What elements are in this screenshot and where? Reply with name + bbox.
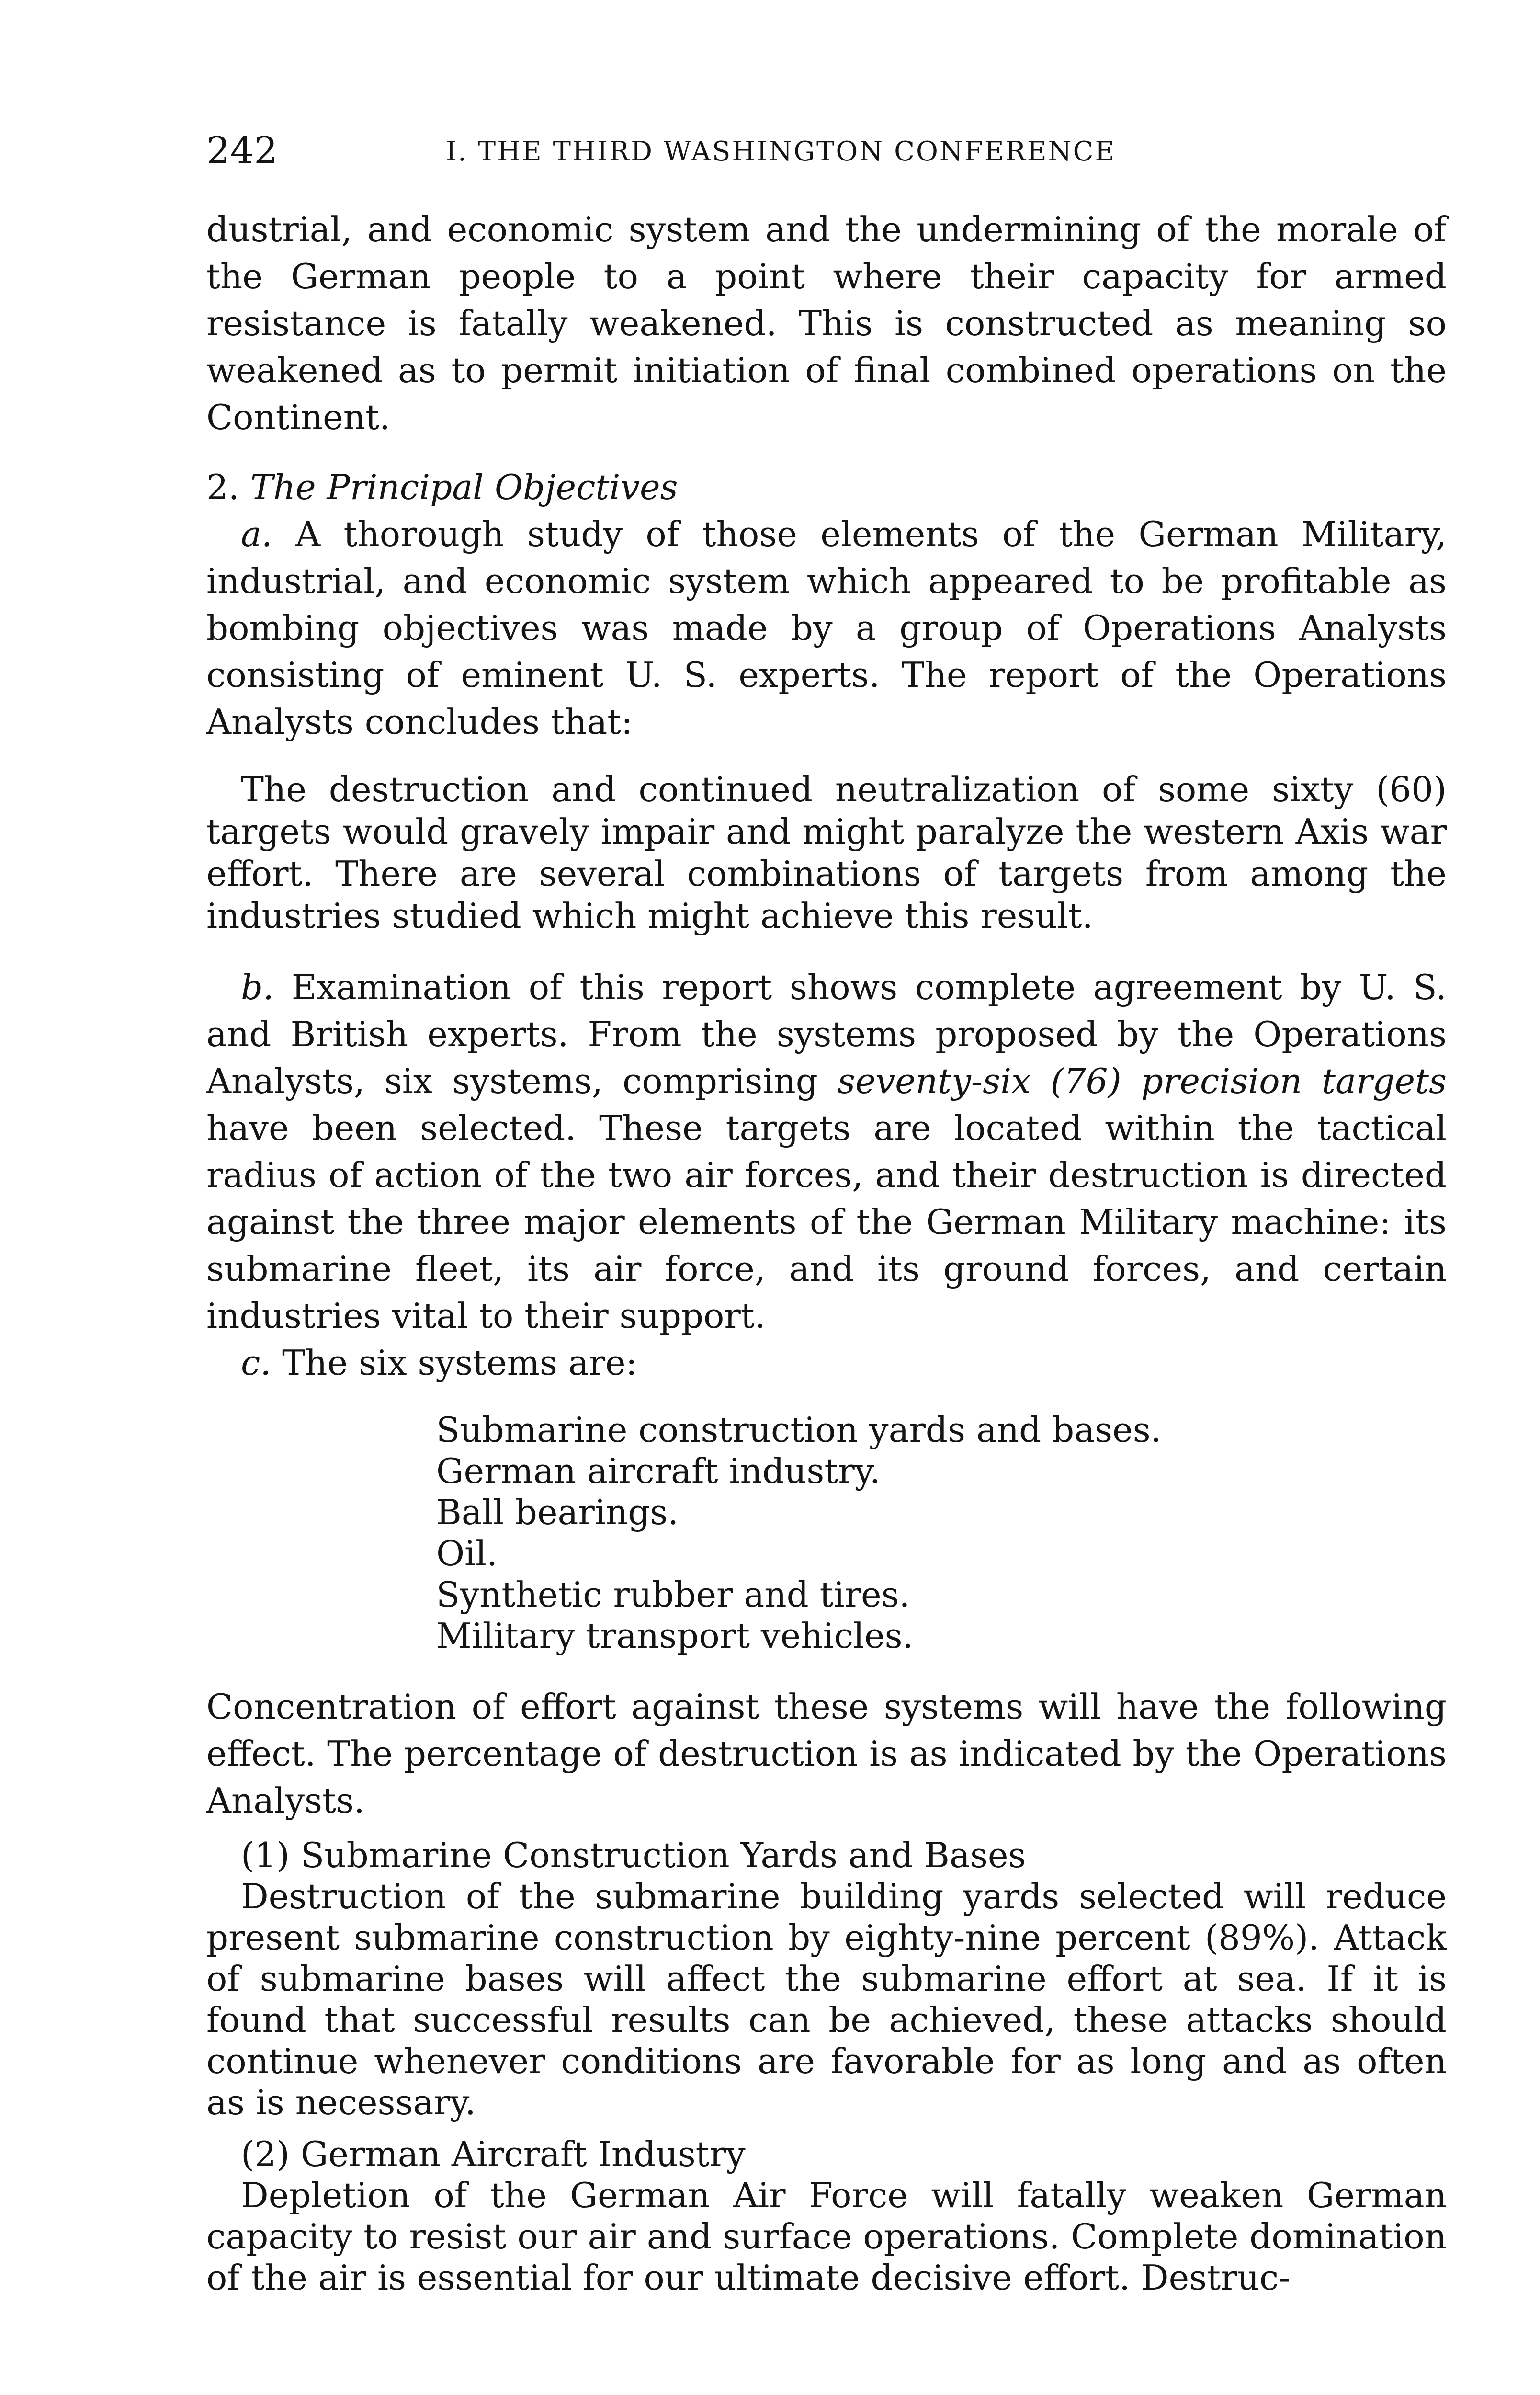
paragraph-c-marker: c. [241, 1343, 272, 1383]
paragraph-a-text: A thorough study of those elements of the German Military, industrial, and economic system which appeared to be profitable as bombing objectives was made by a group of Operations Analysts consisting of eminent U. S. experts. The report of the Operations Analysts concludes that: [206, 514, 1447, 742]
paragraph-c [206, 1339, 1447, 1386]
list-item: German aircraft industry. [436, 1451, 881, 1491]
list-item: Oil. [436, 1533, 498, 1574]
list-item: Ball bearings. [436, 1492, 679, 1532]
page-header [206, 129, 1447, 182]
paragraph-c-text: The six systems are: [282, 1343, 637, 1383]
subsection-1-heading: (1) Submarine Construction Yards and Bases [241, 1835, 1026, 1875]
paragraph-b-italic: seventy-six (76) precision targets [838, 1061, 1447, 1101]
list-item: Synthetic rubber and tires. [436, 1574, 910, 1615]
subsection-2-text: Depletion of the German Air Force will fatally weaken German capacity to resist our air and surface operations. Complete domination of the air is essential for our ultimate decisive effort. Destruc- [206, 2175, 1447, 2298]
paragraph-b-text-2: have been selected. These targets are located within the tactical radius of action of the two air forces, and their destruction is directed against the three major elements of the German Military machine: its submarine fleet, its air force, and its ground forces, and certain industries vital to their support. [206, 1108, 1447, 1336]
paragraph-a-marker: a. [241, 514, 272, 554]
quoted-conclusion: The destruction and continued neutralization of some sixty (60) targets would gravely impair and might paralyze the western Axis war effort. There are several combinations of targets from among the industries studied which might achieve this result. [206, 769, 1447, 936]
subsection-1-text: Destruction of the submarine building yards selected will reduce present submarine construction by eighty-nine percent (89%). Attack of submarine bases will affect the submarine effort at sea. If it is found that successful results can be achieved, these attacks should continue whenever conditions are favorable for as long and as often as is necessary. [206, 1876, 1447, 2122]
concentration-paragraph: Concentration of effort against these systems will have the following effect. The percentage of destruction is as indicated by the Operations Analysts. [206, 1687, 1447, 1821]
paragraph-b-marker: b. [241, 967, 274, 1007]
intro-paragraph: dustrial, and economic system and the undermining of the morale of the German people to a point where their capacity for armed resistance is fatally weakened. This is constructed as meaning so weakened as to permit initiation of final combined operations on the Continent. [206, 209, 1447, 437]
section-title: The Principal Objectives [250, 467, 678, 507]
page-number: 242 [206, 129, 278, 172]
systems-list [436, 1409, 1447, 1656]
running-head: I. THE THIRD WASHINGTON CONFERENCE [446, 136, 1116, 167]
paragraph-b [206, 964, 1447, 1339]
section-heading [206, 464, 1447, 511]
paragraph-b-text-1: Examination of this report shows complete agreement by U. S. and British experts. From the systems proposed by the Operations Analysts, six systems, comprising [206, 967, 1447, 1101]
section-number: 2. [206, 467, 239, 507]
list-item: Military transport vehicles. [436, 1616, 914, 1656]
subsection-2-heading: (2) German Aircraft Industry [241, 2134, 746, 2174]
paragraph-a [206, 511, 1447, 745]
list-item: Submarine construction yards and bases. [436, 1410, 1162, 1450]
page-body [206, 206, 1447, 2298]
